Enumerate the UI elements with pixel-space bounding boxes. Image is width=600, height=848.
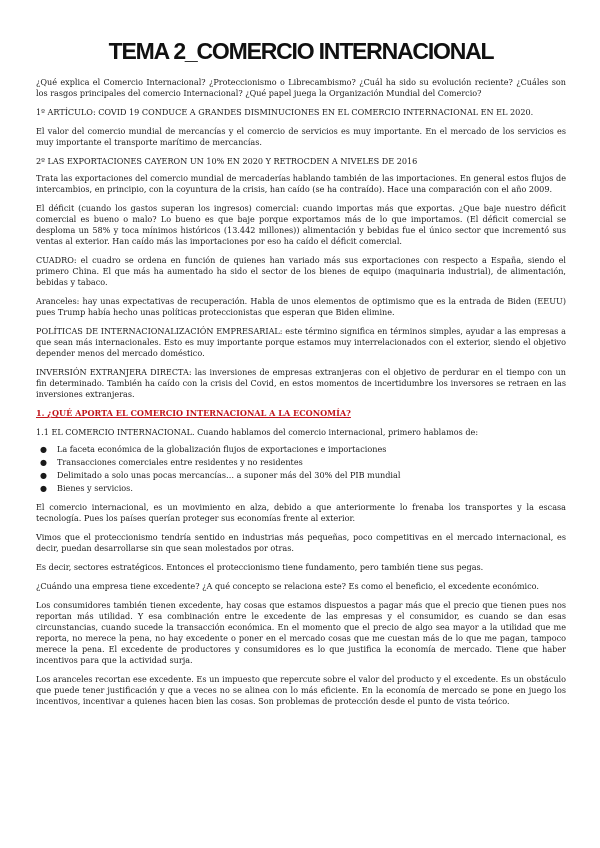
paragraph-deficit: El déficit (cuando los gastos superan los ingresos) comercial: cuando importas más que exportas. ¿Que baje nuestro déficit comercial es bueno o malo? Lo bueno es que baje porque exportamos más de lo que importamos. (El déficit comercial se desploma un 58% y toca mínimos históricos (13.442 millones)) alimentación y bebidas fue el único sector que incrementó sus ventas al exterior. Han caído más las importaciones por eso ha caído el déficit comercial.: [36, 203, 566, 246]
article-1-heading: 1º ARTÍCULO: COVID 19 CONDUCE A GRANDES DISMINUCIONES EN EL COMERCIO INTERNACIONAL EN EL 2020.: [36, 107, 534, 117]
bullet-icon: ●: [40, 471, 47, 480]
paragraph-aranceles: Aranceles: hay unas expectativas de recuperación. Habla de unos elementos de optimismo que es la entrada de Biden (EEUU) pues Trump había hecho unas políticas proteccionistas que esperan que Biden elimine.: [36, 296, 566, 317]
paragraph-cuadro: CUADRO: el cuadro se ordena en función de quienes han variado más sus exportaciones con respecto a España, siendo el primero China. El que más ha aumentado ha sido el sector de los bienes de equipo (maquinaria industrial), de alimentación, bebidas y tabaco.: [36, 255, 566, 287]
list-item: ● Bienes y servicios.: [40, 483, 133, 493]
paragraph-trade-value: El valor del comercio mundial de mercancías y el comercio de servicios es muy importante. En el mercado de los servicios es muy importante el transporte marítimo de mercancías.: [36, 126, 566, 147]
bullet-list: [36, 444, 566, 494]
article-2-heading: 2º LAS EXPORTACIONES CAYERON UN 10% EN 2020 Y RETROCDEN A NIVELES DE 2016: [36, 156, 418, 166]
page-title: TEMA 2_COMERCIO INTERNACIONAL: [108, 38, 494, 64]
paragraph-sectores: Es decir, sectores estratégicos. Entonces el proteccionismo tiene fundamento, pero también tiene sus pegas.: [36, 562, 484, 572]
paragraph-aranceles-excedente: Los aranceles recortan ese excedente. Es un impuesto que repercute sobre el valor del producto y el excedente. Es un obstáculo que puede tener justificación y que a veces no se alinea con lo más eficiente. En la economía de mercado se pone en juego los incentivos, incentivar a quienes hacen bien las cosas. Son problemas de protección desde el punto de vista teórico.: [36, 674, 566, 706]
bullet-icon: ●: [40, 458, 47, 467]
subsection-intro: 1.1 EL COMERCIO INTERNACIONAL. Cuando hablamos del comercio internacional, primero hablamos de:: [36, 427, 479, 437]
paragraph-inversion: INVERSIÓN EXTRANJERA DIRECTA: las inversiones de empresas extranjeras con el objetivo de perdurar en el tiempo con un fin determinado. También ha caído con la crisis del Covid, en estos momentos de incertidumbre los inversores se retraen en las inversiones extranjeras.: [36, 367, 566, 399]
paragraph-exports: Trata las exportaciones del comercio mundial de mercaderías hablando también de las importaciones. En general estos flujos de intercambios, en principio, con la coyuntura de la crisis, han caído (se ha contraído). Hace una comparación con el año 2009.: [36, 173, 566, 194]
intro-questions: ¿Qué explica el Comercio Internacional? ¿Proteccionismo o Librecambismo? ¿Cuál ha sido su evolución reciente? ¿Cuáles son los rasgos principales del comercio Internacional? ¿Qué papel juega la Organización Mundial del Comercio?: [36, 77, 566, 98]
bullet-icon: ●: [40, 484, 47, 493]
paragraph-excedente-question: ¿Cuándo una empresa tiene excedente? ¿A qué concepto se relaciona este? Es como el beneficio, el excedente económico.: [36, 581, 539, 591]
bullet-icon: ●: [40, 445, 47, 454]
paragraph-comercio-alza: El comercio internacional, es un movimiento en alza, debido a que anteriormente lo frenaba los transportes y la escasa tecnología. Pues los países querían proteger sus economías frente al exterior.: [36, 502, 566, 523]
paragraph-proteccionismo: Vimos que el proteccionismo tendría sentido en industrias más pequeñas, poco competitivas en el mercado internacional, es decir, puedan desarrollarse sin que sean molestados por otras.: [36, 532, 566, 553]
list-item: ● Transacciones comerciales entre residentes y no residentes: [40, 457, 303, 467]
list-item: ● Delimitado a solo unas pocas mercancías… a suponer más del 30% del PIB mundial: [40, 470, 401, 480]
paragraph-internacionalizacion: POLÍTICAS DE INTERNACIONALIZACIÓN EMPRESARIAL: este término significa en términos simples, ayudar a las empresas a que sean más internacionales. Esto es muy importante porque estamos muy interrelacionados con el exterior, siendo el objetivo depender menos del mercado doméstico.: [36, 326, 566, 358]
paragraph-consumidores: Los consumidores también tienen excedente, hay cosas que estamos dispuestos a pagar más que el precio que tienen pues nos reportan más utilidad. Y esa combinación entre le excedente de las empresas y el consumidor, es cuando se dan esas circunstancias, cuando sucede la transacción económica. En el momento que el precio de algo sea mayor a la utilidad que me reporta, no merece la pena, no hay excedente o poner en el mercado cosas que me cuestan más de lo que me pagan, tampoco merece la pena. El excedente de productores y consumidores es lo que justifica la economía de mercado. Tiene que haber incentivos para que la actividad surja.: [36, 600, 566, 665]
list-item: ● La faceta económica de la globalización flujos de exportaciones e importaciones: [40, 444, 387, 454]
section-heading: 1. ¿QUÉ APORTA EL COMERCIO INTERNACIONAL A LA ECONOMÍA?: [36, 408, 351, 418]
